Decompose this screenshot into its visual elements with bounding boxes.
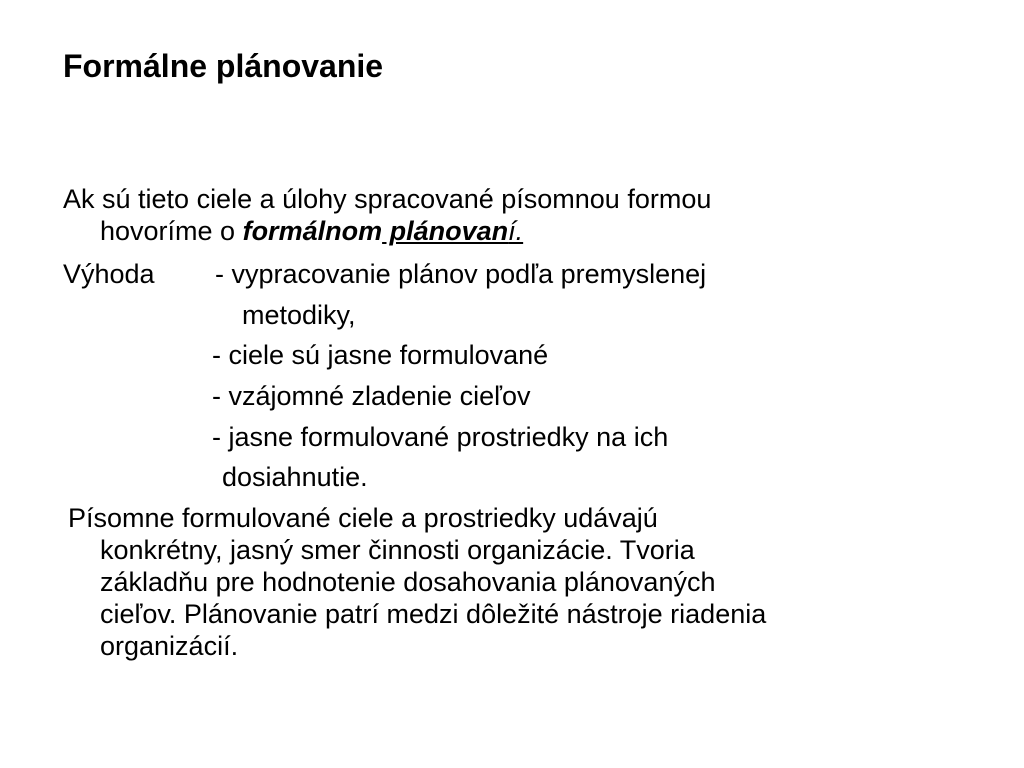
advantage-item-1-cont: metodiky, xyxy=(242,300,356,330)
conclusion-line-5: organizácií. xyxy=(100,631,239,661)
slide-title: Formálne plánovanie xyxy=(63,48,384,84)
advantages-label: Výhoda xyxy=(63,259,155,289)
conclusion-line-1: Písomne formulované ciele a prostriedky udávajú xyxy=(68,503,658,533)
advantage-item-2: - ciele sú jasne formulované xyxy=(212,340,549,370)
advantage-item-4: - jasne formulované prostriedky na ich xyxy=(212,422,669,452)
advantage-item-1: - vypracovanie plánov podľa premyslenej xyxy=(215,259,707,289)
formal-planning-term-a: formálnom xyxy=(242,216,383,246)
intro-line-2 xyxy=(100,216,523,246)
formal-planning-term-c: í. xyxy=(508,216,524,246)
formal-planning-term-b: plánovan xyxy=(382,216,509,246)
advantage-item-4-cont: dosiahnutie. xyxy=(222,462,368,492)
intro-line-2-prefix: hovoríme o xyxy=(100,216,243,246)
advantage-item-3: - vzájomné zladenie cieľov xyxy=(212,381,531,411)
conclusion-line-4: cieľov. Plánovanie patrí medzi dôležité nástroje riadenia xyxy=(100,599,767,629)
intro-line-1: Ak sú tieto ciele a úlohy spracované písomnou formou xyxy=(63,184,712,214)
conclusion-line-2: konkrétny, jasný smer činnosti organizácie. Tvoria xyxy=(100,535,695,565)
conclusion-line-3: základňu pre hodnotenie dosahovania plánovaných xyxy=(100,567,716,597)
